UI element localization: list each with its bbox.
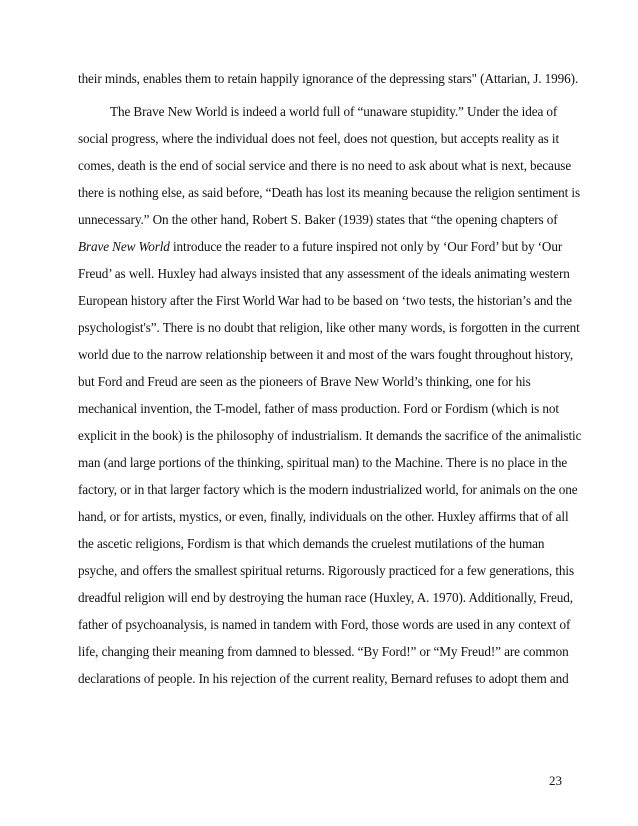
- text-line: comes, death is the end of social service and there is no need to ask about what is next, because: [78, 158, 572, 173]
- text-line: [78, 239, 562, 255]
- text-line-rest: introduce the reader to a future inspired not only by ‘Our Ford’ but by ‘Our: [169, 239, 563, 254]
- text-line: father of psychoanalysis, is named in tandem with Ford, those words are used in any context of: [78, 617, 571, 632]
- text-line: but Ford and Freud are seen as the pioneers of Brave New World’s thinking, one for his: [78, 374, 531, 389]
- text-line: declarations of people. In his rejection of the current reality, Bernard refuses to adopt them and: [78, 671, 569, 686]
- text-line: dreadful religion will end by destroying the human race (Huxley, A. 1970). Additionally, Freud,: [78, 590, 573, 605]
- text-line: unnecessary.” On the other hand, Robert S. Baker (1939) states that “the opening chapters of: [78, 212, 558, 227]
- text-line: psychologist's”. There is no doubt that religion, like other many words, is forgotten in the current: [78, 320, 580, 335]
- text-line: factory, or in that larger factory which is the modern industrialized world, for animals on the one: [78, 482, 578, 497]
- text-line: the ascetic religions, Fordism is that which demands the cruelest mutilations of the human: [78, 536, 545, 551]
- text-line: social progress, where the individual does not feel, does not question, but accepts reality as it: [78, 131, 560, 146]
- text-line: their minds, enables them to retain happily ignorance of the depressing stars" (Attarian, J. 1996).: [78, 71, 579, 86]
- text-line: European history after the First World War had to be based on ‘two tests, the historian’s and the: [78, 293, 572, 308]
- text-line: man (and large portions of the thinking, spiritual man) to the Machine. There is no place in the: [78, 455, 568, 470]
- book-title: Brave New World: [78, 239, 170, 254]
- text-line: Freud’ as well. Huxley had always insisted that any assessment of the ideals animating western: [78, 266, 570, 281]
- page-number: 23: [549, 773, 562, 788]
- text-line: hand, or for artists, mystics, or even, finally, individuals on the other. Huxley affirms that of all: [78, 509, 569, 524]
- text-line: mechanical invention, the T-model, father of mass production. Ford or Fordism (which is not: [78, 401, 559, 416]
- text-line: The Brave New World is indeed a world full of “unaware stupidity.” Under the idea of: [110, 104, 558, 119]
- text-line: psyche, and offers the smallest spiritual returns. Rigorously practiced for a few generations, this: [78, 563, 574, 578]
- text-line: there is nothing else, as said before, “Death has lost its meaning because the religion sentiment is: [78, 185, 580, 200]
- text-line: life, changing their meaning from damned to blessed. “By Ford!” or “My Freud!” are common: [78, 644, 569, 659]
- text-line: world due to the narrow relationship between it and most of the wars fought throughout history,: [78, 347, 574, 362]
- text-line: explicit in the book) is the philosophy of industrialism. It demands the sacrifice of the animalistic: [78, 428, 582, 443]
